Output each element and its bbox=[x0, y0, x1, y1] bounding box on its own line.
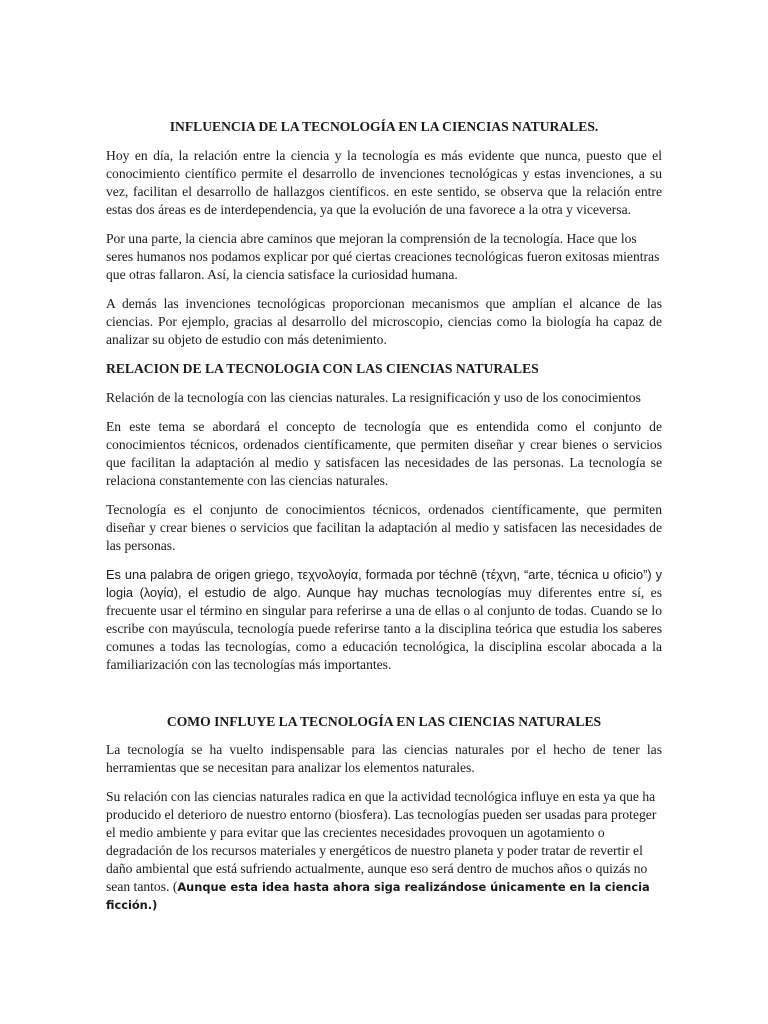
paragraph-7-sans-text: Es una palabra de origen griego, τεχνολογία, formada por téchnē (τέχνη, “arte, técnica u oficio”) y logia (λογία), el estudio de algo. Aunque hay muchas tecnologías bbox=[106, 567, 662, 600]
heading-relacion: RELACION DE LA TECNOLOGIA CON LAS CIENCIAS NATURALES bbox=[106, 361, 539, 376]
paragraph-1: Hoy en día, la relación entre la ciencia y la tecnología es más evidente que nunca, puesto que el conocimiento científico permite el desarrollo de invenciones tecnológicas y estas invenciones, a su vez, facilitan el desarrollo de hallazgos científicos. en este sentido, se observa que la relación entre estas dos áreas es de interdependencia, ya que la evolución de una favorece a la otra y viceversa. bbox=[106, 148, 662, 217]
paragraph-2: Por una parte, la ciencia abre caminos que mejoran la comprensión de la tecnología. Hace que los seres humanos nos podamos explicar por qué ciertas creaciones tecnológicas fueron exitosas mientras que otras fallaron. Así, la ciencia satisface la curiosidad humana. bbox=[106, 231, 660, 282]
paragraph-9-bold-text: Aunque esta idea hasta ahora siga realizándose únicamente en la ciencia ficción.) bbox=[106, 880, 650, 912]
paragraph-4: Relación de la tecnología con las ciencias naturales. La resignificación y uso de los conocimientos bbox=[106, 390, 641, 405]
paragraph-7 bbox=[106, 566, 662, 674]
paragraph-3: A demás las invenciones tecnológicas proporcionan mecanismos que amplían el alcance de las ciencias. Por ejemplo, gracias al desarrollo del microscopio, ciencias como la biología ha capaz de analizar su objeto de estudio con más detenimiento. bbox=[106, 296, 662, 347]
paragraph-5: En este tema se abordará el concepto de tecnología que es entendida como el conjunto de conocimientos técnicos, ordenados científicamente, que permiten diseñar y crear bienes o servicios que facilitan la adaptación al medio y satisfacen las necesidades de las personas. La tecnología se relaciona constantemente con las ciencias naturales. bbox=[106, 419, 662, 488]
heading-como-influye: COMO INFLUYE LA TECNOLOGÍA EN LAS CIENCIAS NATURALES bbox=[166, 714, 602, 729]
paragraph-9-text: Su relación con las ciencias naturales radica en que la actividad tecnológica influye en esta ya que ha producido el deterioro de nuestro entorno (biosfera). Las tecnologías pueden ser usadas para proteger el medio ambiente y para evitar que las crecientes necesidades provoquen un agotamiento o degradación de los recursos materiales y energéticos de nuestro planeta y poder tratar de revertir el daño ambiental que está sufriendo actualmente, aunque eso será dentro de muchos años o quizás no sean tantos. ( bbox=[106, 789, 657, 894]
heading-influencia: INFLUENCIA DE LA TECNOLOGÍA EN LA CIENCIAS NATURALES. bbox=[169, 119, 599, 134]
paragraph-9 bbox=[106, 788, 662, 914]
paragraph-8: La tecnología se ha vuelto indispensable para las ciencias naturales por el hecho de tener las herramientas que se necesitan para analizar los elementos naturales. bbox=[106, 742, 662, 775]
paragraph-7-text: muy diferentes entre sí, es frecuente usar el término en singular para referirse a una de ellas o al conjunto de todas. Cuando se lo escribe con mayúscula, tecnología puede referirse tanto a la disciplina teórica que estudia los saberes comunes a todas las tecnologías, como a educación tecnológica, la disciplina escolar abocada a la familiarización con las tecnologías más importantes. bbox=[106, 585, 662, 672]
paragraph-6: Tecnología es el conjunto de conocimientos técnicos, ordenados científicamente, que permiten diseñar y crear bienes o servicios que facilitan la adaptación al medio y satisfacen las necesidades de las personas. bbox=[106, 502, 662, 553]
